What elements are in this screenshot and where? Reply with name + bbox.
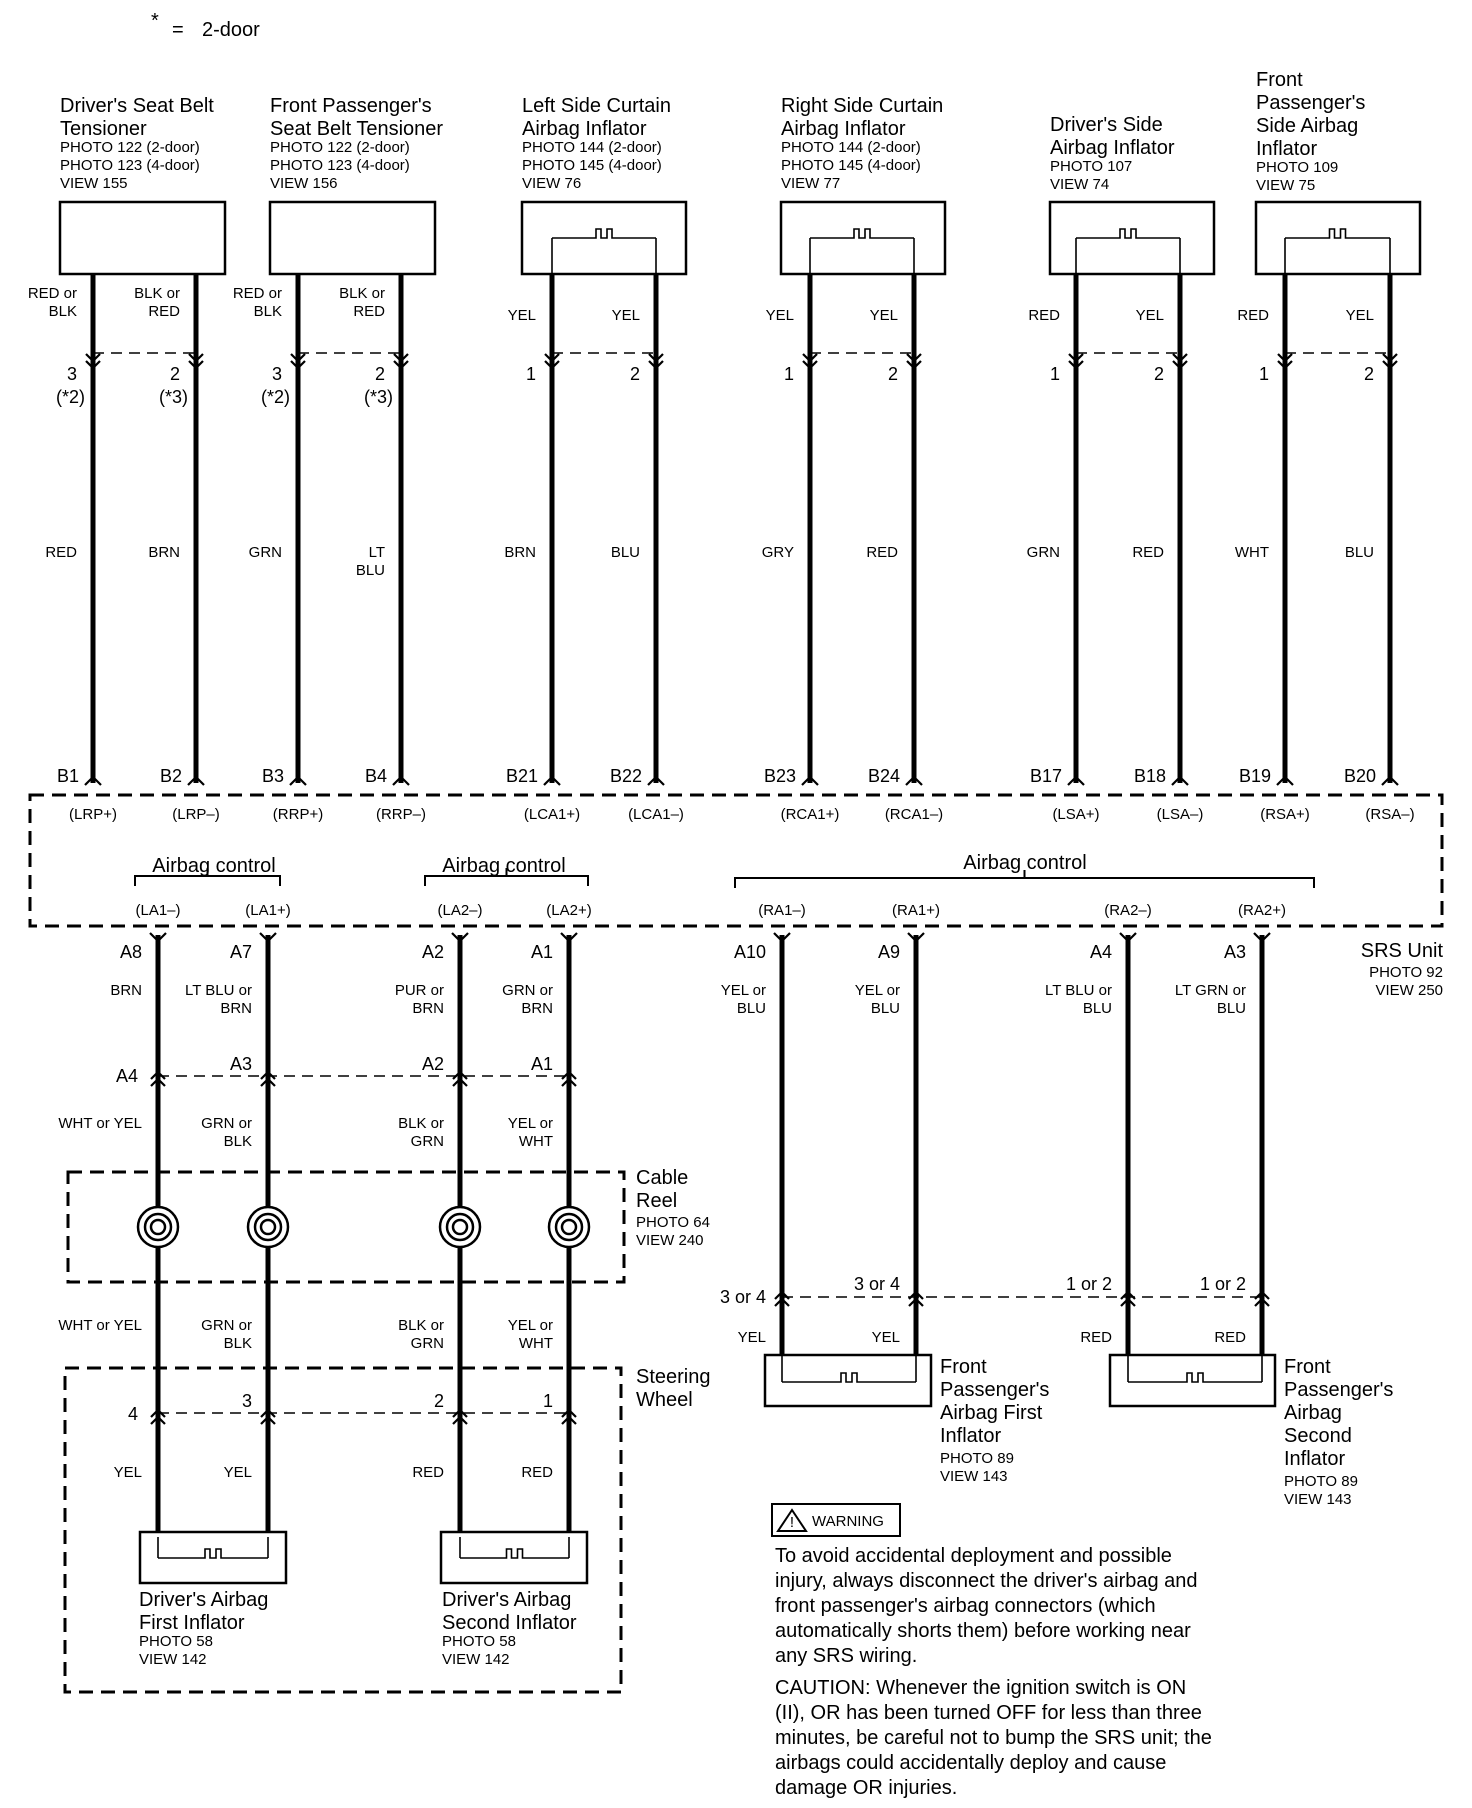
connector-pin: 1 (783, 364, 794, 384)
wire-color-top: BLK or (339, 285, 385, 302)
srs-pin-label: B20 (1343, 766, 1376, 786)
connector-pin: 2 (887, 364, 898, 384)
connector-pin: A2 (421, 1054, 444, 1074)
wire-color-b: YEL or (507, 1115, 553, 1132)
wire-color-c: WHT or YEL (58, 1317, 142, 1334)
wire-color-a: LT BLU or (1045, 982, 1112, 999)
wire-color-d: YEL (113, 1464, 142, 1481)
wire-color-mid: LT (368, 544, 385, 561)
component-view: VIEW 76 (522, 175, 582, 192)
component-photo: PHOTO 145 (4-door) (522, 157, 662, 174)
connector-pin: A4 (115, 1066, 138, 1086)
srs-unit-photo: PHOTO 92 (1369, 964, 1443, 981)
srs-signal: (RSA+) (1260, 806, 1310, 823)
wire-color-top: YEL (869, 307, 898, 324)
component-photo: PHOTO 144 (2-door) (522, 139, 662, 156)
connector-pin: 1 or 2 (1065, 1274, 1112, 1294)
wire-color-top: RED (1237, 307, 1269, 324)
wire-color-c: GRN or (201, 1317, 252, 1334)
labels (28, 10, 1444, 1799)
srs-pin-label: A1 (530, 942, 553, 962)
component-name: Right Side Curtain (781, 95, 944, 117)
component-name: Driver's Seat Belt (60, 95, 214, 117)
srs-pin-label: A8 (119, 942, 142, 962)
wire-color-top: YEL (611, 307, 640, 324)
connector-pin: 1 (525, 364, 536, 384)
steering-wheel-pin: 1 (542, 1391, 553, 1411)
srs-pin-label: A7 (229, 942, 252, 962)
srs-pin-label: A3 (1223, 942, 1246, 962)
component-body (270, 202, 435, 274)
srs-signal: (LSA–) (1156, 806, 1204, 823)
component-name: Side Airbag (1256, 115, 1359, 137)
inflator-view: VIEW 143 (1284, 1491, 1352, 1508)
srs-signal: (RRP+) (272, 806, 324, 823)
wire-color-mid: GRN (1026, 544, 1060, 561)
component-name: Driver's Side (1050, 114, 1163, 136)
srs-pin-label: A4 (1089, 942, 1112, 962)
srs-pin-label: B23 (763, 766, 796, 786)
warning-text: automatically shorts them) before working near (775, 1620, 1191, 1642)
wire-color-mid: BRN (148, 544, 180, 561)
wire-color-a: YEL or (854, 982, 900, 999)
warning-text: front passenger's airbag connectors (which (775, 1595, 1156, 1617)
wire-color-c: BLK (223, 1335, 252, 1352)
wire-color-a: BLU (736, 1000, 766, 1017)
cable-reel-name: Reel (636, 1190, 678, 1212)
wire-color-d: RED (412, 1464, 444, 1481)
wire-color-a: PUR or (394, 982, 444, 999)
wire-color-mid: BRN (504, 544, 536, 561)
srs-signal: (RRP–) (375, 806, 427, 823)
wire-color-mid: GRN (248, 544, 282, 561)
srs-pin-label: B21 (505, 766, 538, 786)
srs-signal: (LA2+) (546, 902, 592, 919)
wire-color-b: BLK or (398, 1115, 444, 1132)
airbag-control-label: Airbag control (963, 852, 1087, 874)
steering-wheel-pin: 3 (241, 1391, 252, 1411)
component-name: Tensioner (60, 118, 147, 140)
connector-pin-note: (*3) (158, 387, 188, 407)
srs-pin-label: B4 (364, 766, 387, 786)
connector-pin: 2 (1153, 364, 1164, 384)
component-photo: PHOTO 122 (2-door) (60, 139, 200, 156)
wire-color-a: LT BLU or (185, 982, 252, 999)
srs-pin-label: A9 (877, 942, 900, 962)
wire-color-a: LT GRN or (1174, 982, 1246, 999)
steering-wheel-name: Steering (636, 1366, 711, 1388)
caution-text: damage OR injuries. (775, 1777, 958, 1799)
wire-color-mid: GRY (761, 544, 794, 561)
wire-color-d: RED (521, 1464, 553, 1481)
passenger-inflator-1-body (765, 1355, 931, 1406)
inflator-name: Front (1284, 1356, 1331, 1378)
wire-color-top: YEL (507, 307, 536, 324)
component-view: VIEW 155 (60, 175, 128, 192)
caution-text: (II), OR has been turned OFF for less than three (775, 1702, 1202, 1724)
srs-signal: (LSA+) (1052, 806, 1100, 823)
inflator-view: VIEW 142 (139, 1651, 207, 1668)
srs-signal: (LCA1+) (523, 806, 581, 823)
srs-pin-label: B3 (261, 766, 284, 786)
wire-color-b: BLK (223, 1133, 252, 1150)
wire-color-mid: WHT (1234, 544, 1269, 561)
inflator-name: Airbag First (940, 1402, 1043, 1424)
wire-color-mid: BLU (355, 562, 385, 579)
component-name: Front Passenger's (270, 95, 432, 117)
warning-text: any SRS wiring. (775, 1645, 918, 1667)
wire-color-c: WHT (518, 1335, 553, 1352)
wire-color-d: YEL (871, 1329, 900, 1346)
wire-color-top: RED (1028, 307, 1060, 324)
wire-color-a: BRN (110, 982, 142, 999)
component-name: Seat Belt Tensioner (270, 118, 444, 140)
steering-wheel-pin: 2 (433, 1391, 444, 1411)
wire-color-d: YEL (737, 1329, 766, 1346)
component-body (1050, 202, 1214, 274)
wire-color-top: BLK (253, 303, 282, 320)
srs-signal: (LA1–) (135, 902, 181, 919)
wire-color-top: BLK (48, 303, 77, 320)
connector-pin: 1 or 2 (1199, 1274, 1246, 1294)
steering-wheel-name: Wheel (636, 1389, 693, 1411)
wire-color-mid: RED (1132, 544, 1164, 561)
srs-signal: (RCA1+) (780, 806, 840, 823)
srs-pin-label: B1 (56, 766, 79, 786)
srs-signal: (LCA1–) (628, 806, 684, 823)
wire-color-top: YEL (1345, 307, 1374, 324)
srs-signal: (RCA1–) (884, 806, 944, 823)
component-photo: PHOTO 123 (4-door) (270, 157, 410, 174)
inflator-name: First Inflator (139, 1612, 245, 1634)
wire-color-a: BLU (1216, 1000, 1246, 1017)
component-name: Inflator (1256, 138, 1318, 160)
legend-symbol: * (151, 10, 159, 32)
inflator-name: Airbag (1284, 1402, 1342, 1424)
srs-signal: (RA2–) (1104, 902, 1152, 919)
srs-signal: (LA2–) (437, 902, 483, 919)
connector-pin: 3 or 4 (853, 1274, 900, 1294)
wire-color-mid: BLU (610, 544, 640, 561)
wire-color-a: BLU (870, 1000, 900, 1017)
component-photo: PHOTO 107 (1050, 158, 1133, 175)
connector-pin: A3 (229, 1054, 252, 1074)
warning-icon-mark: ! (789, 1514, 795, 1531)
wire-color-b: WHT (518, 1133, 553, 1150)
inflator-photo: PHOTO 58 (442, 1633, 516, 1650)
srs-signal: (RA2+) (1238, 902, 1286, 919)
component-name: Airbag Inflator (781, 118, 906, 140)
connector-pin: 2 (1363, 364, 1374, 384)
wire-color-d: RED (1214, 1329, 1246, 1346)
legend-equals: = (172, 19, 184, 41)
srs-signal: (RA1+) (892, 902, 940, 919)
wire-color-b: WHT or YEL (58, 1115, 142, 1132)
inflator-name: Passenger's (940, 1379, 1050, 1401)
connector-pin: 3 or 4 (719, 1287, 766, 1307)
caution-text: minutes, be careful not to bump the SRS unit; the (775, 1727, 1212, 1749)
component-shapes (60, 202, 1420, 1583)
wire-color-mid: BLU (1344, 544, 1374, 561)
cable-reel-name: Cable (636, 1167, 689, 1189)
component-photo: PHOTO 145 (4-door) (781, 157, 921, 174)
inflator-view: VIEW 142 (442, 1651, 510, 1668)
inflator-photo: PHOTO 89 (940, 1450, 1014, 1467)
srs-unit-view: VIEW 250 (1375, 982, 1443, 999)
wire-color-b: GRN or (201, 1115, 252, 1132)
wire-color-a: YEL or (720, 982, 766, 999)
component-body (60, 202, 225, 274)
srs-signal: (LRP–) (172, 806, 220, 823)
component-view: VIEW 74 (1050, 176, 1110, 193)
wire-color-c: GRN (410, 1335, 444, 1352)
connector-pin: 2 (374, 364, 385, 384)
inflator-name: Inflator (940, 1425, 1002, 1447)
wire-color-a: GRN or (502, 982, 553, 999)
airbag-control-label: Airbag control (152, 855, 276, 877)
inflator-name: Second Inflator (442, 1612, 577, 1634)
wire-color-top: RED (353, 303, 385, 320)
warning-label: WARNING (812, 1513, 884, 1530)
component-name: Front (1256, 69, 1303, 91)
wire-color-c: YEL or (507, 1317, 553, 1334)
wire-color-top: RED or (232, 285, 282, 302)
connector-pin-note: (*2) (55, 387, 85, 407)
srs-signal: (RA1–) (758, 902, 806, 919)
srs-pin-label: B24 (867, 766, 900, 786)
wire-color-top: YEL (765, 307, 794, 324)
wire-color-mid: RED (45, 544, 77, 561)
component-name: Left Side Curtain (522, 95, 671, 117)
srs-pin-label: B2 (159, 766, 182, 786)
wire-color-a: BRN (220, 1000, 252, 1017)
wire-color-top: RED (148, 303, 180, 320)
wire-color-d: RED (1080, 1329, 1112, 1346)
wire-color-d: YEL (223, 1464, 252, 1481)
warning-text: To avoid accidental deployment and possible (775, 1545, 1172, 1567)
inflator-name: Front (940, 1356, 987, 1378)
srs-pin-label: B18 (1133, 766, 1166, 786)
srs-pin-label: B22 (609, 766, 642, 786)
srs-pin-label: B17 (1029, 766, 1062, 786)
connector-pin: 3 (271, 364, 282, 384)
srs-pin-label: A2 (421, 942, 444, 962)
inflator-name: Driver's Airbag (442, 1589, 572, 1611)
connector-pin-note: (*3) (363, 387, 393, 407)
connector-pin: 1 (1049, 364, 1060, 384)
wire-color-top: RED or (27, 285, 77, 302)
component-name: Airbag Inflator (522, 118, 647, 140)
component-view: VIEW 156 (270, 175, 338, 192)
warning-text: injury, always disconnect the driver's airbag and (775, 1570, 1198, 1592)
cable-reel-photo: PHOTO 64 (636, 1214, 710, 1231)
airbag-control-label: Airbag control (442, 855, 566, 877)
srs-unit-name: SRS Unit (1360, 940, 1443, 962)
wire-color-c: BLK or (398, 1317, 444, 1334)
wire-color-top: YEL (1135, 307, 1164, 324)
wire-color-a: BRN (412, 1000, 444, 1017)
wire-color-a: BLU (1082, 1000, 1112, 1017)
inflator-name: Second (1284, 1425, 1352, 1447)
connector-pin: 2 (169, 364, 180, 384)
component-name: Airbag Inflator (1050, 137, 1175, 159)
srs-signal: (LRP+) (69, 806, 117, 823)
wire-color-a: BRN (521, 1000, 553, 1017)
srs-signal: (RSA–) (1365, 806, 1415, 823)
wire-color-top: BLK or (134, 285, 180, 302)
legend-meaning: 2-door (202, 19, 260, 41)
caution-text: CAUTION: Whenever the ignition switch is ON (775, 1677, 1187, 1699)
wire-color-b: GRN (410, 1133, 444, 1150)
cable-reel-view: VIEW 240 (636, 1232, 704, 1249)
component-photo: PHOTO 109 (1256, 159, 1339, 176)
inflator-name: Driver's Airbag (139, 1589, 269, 1611)
srs-signal: (LA1+) (245, 902, 291, 919)
caution-text: airbags could accidentally deploy and cause (775, 1752, 1167, 1774)
component-view: VIEW 77 (781, 175, 841, 192)
component-name: Passenger's (1256, 92, 1366, 114)
srs-pin-label: A10 (733, 942, 766, 962)
connector-pin: 2 (629, 364, 640, 384)
inflator-view: VIEW 143 (940, 1468, 1008, 1485)
connector-pin: 1 (1258, 364, 1269, 384)
component-photo: PHOTO 123 (4-door) (60, 157, 200, 174)
component-photo: PHOTO 144 (2-door) (781, 139, 921, 156)
srs-pin-label: B19 (1238, 766, 1271, 786)
connector-pin: 3 (66, 364, 77, 384)
inflator-name: Passenger's (1284, 1379, 1394, 1401)
component-photo: PHOTO 122 (2-door) (270, 139, 410, 156)
inflator-name: Inflator (1284, 1448, 1346, 1470)
inflator-photo: PHOTO 89 (1284, 1473, 1358, 1490)
connector-pin: A1 (530, 1054, 553, 1074)
steering-wheel-pin: 4 (127, 1404, 138, 1424)
wire-color-mid: RED (866, 544, 898, 561)
connector-pin-note: (*2) (260, 387, 290, 407)
component-view: VIEW 75 (1256, 177, 1316, 194)
inflator-photo: PHOTO 58 (139, 1633, 213, 1650)
